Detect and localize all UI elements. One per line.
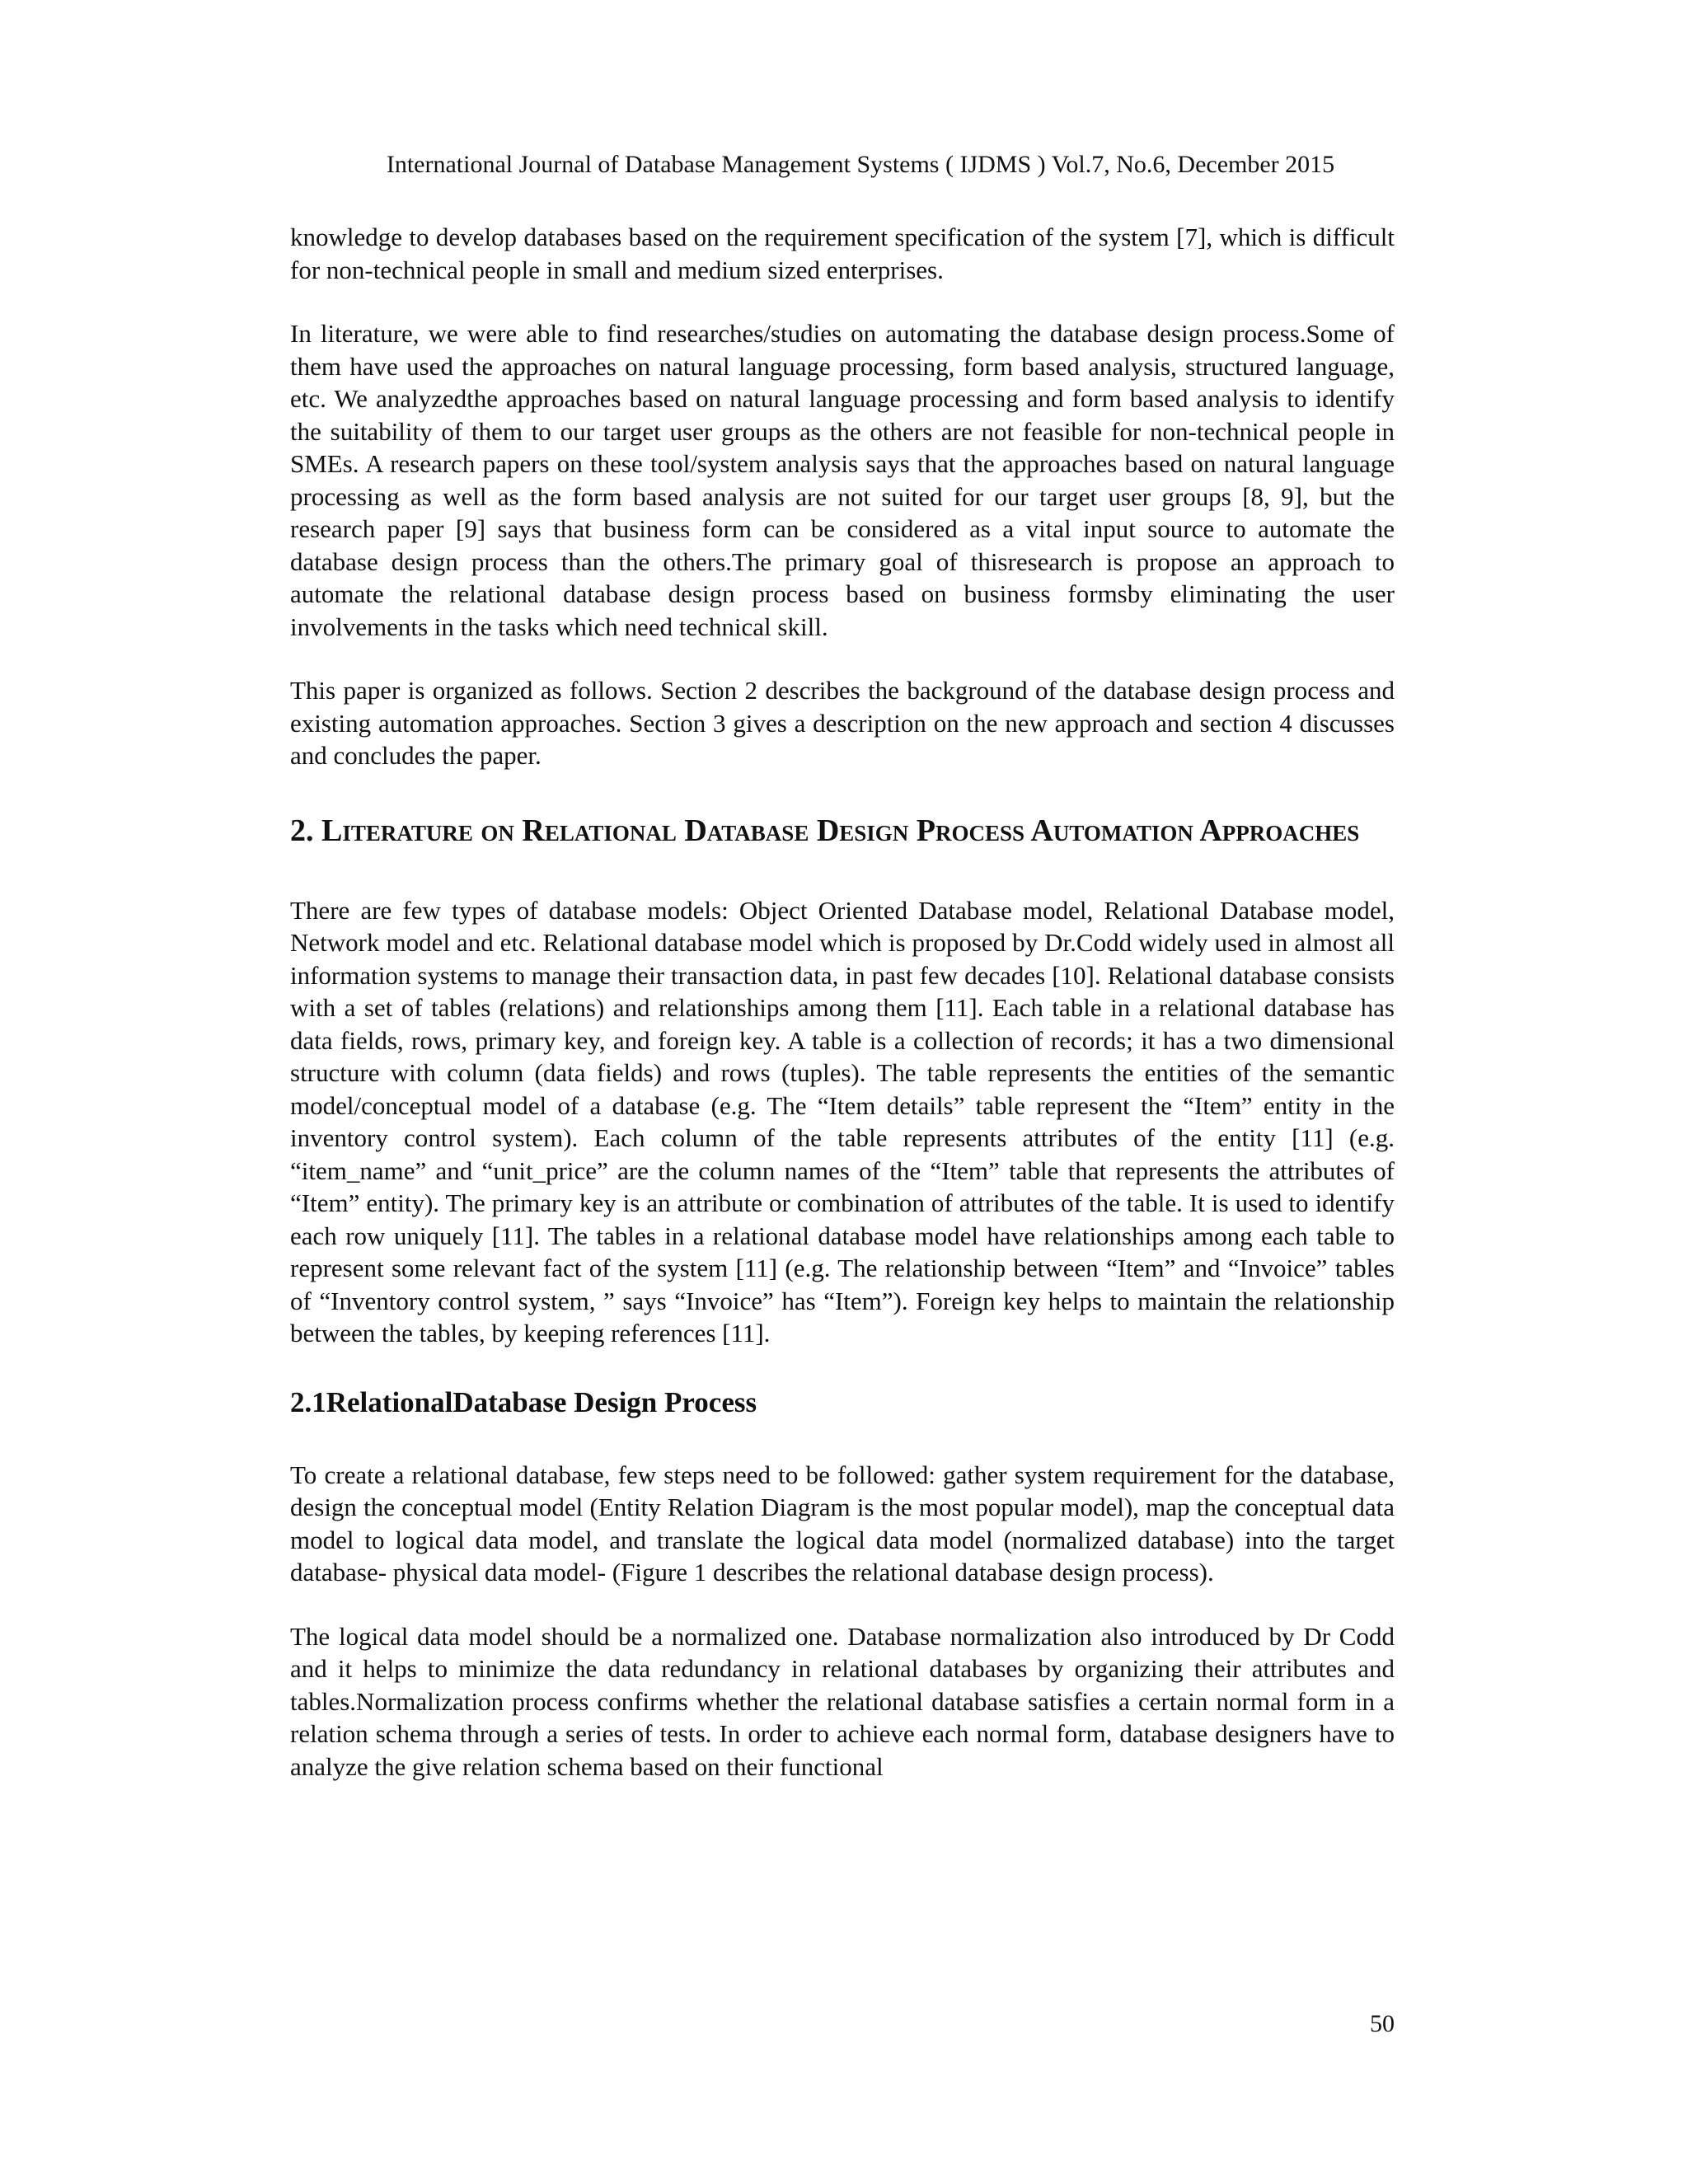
paragraph-design-steps: To create a relational database, few steps need to be followed: gather system requirement for the database, design the conceptual model (Entity Relation Diagram is the most popular model), map the conceptual data model to logical data model, and translate the logical data model (normalized database) into the target database- physical data model- (Figure 1 describes the relational database design process). [290, 1460, 1395, 1586]
page-number: 50 [1370, 2010, 1395, 2037]
section-2-title: Literature on Relational Database Design Process Automation Approaches [321, 813, 1360, 848]
section-2-heading [290, 810, 1395, 851]
paragraph-continued: knowledge to develop databases based on the requirement specification of the system [7], which is difficult for non-technical people in small and medium sized enterprises. [290, 223, 1395, 284]
page-body [290, 221, 1395, 1783]
running-header: International Journal of Database Management Systems ( IJDMS ) Vol.7, No.6, December 2015 [386, 151, 1335, 178]
paragraph-normalization: The logical data model should be a normalized one. Database normalization also introduced by Dr Codd and it helps to minimize the data redundancy in relational databases by organizing their attributes and tables.Normalization process confirms whether the relational database satisfies a certain normal form in a relation schema through a series of tests. In order to achieve each normal form, database designers have to analyze the give relation schema based on their functional [290, 1621, 1395, 1781]
paragraph-literature: In literature, we were able to find researches/studies on automating the database design process.Some of them have used the approaches on natural language processing, form based analysis, structured language, etc. We analyzedthe approaches based on natural language processing and form based analysis to identify the suitability of them to our target user groups as the others are not feasible for non-technical people in SMEs. A research papers on these tool/system analysis says that the approaches based on natural language processing as well as the form based analysis are not suited for our target user groups [8, 9], but the research paper [9] says that business form can be considered as a vital input source to automate the database design process than the others.The primary goal of thisresearch is propose an approach to automate the relational database design process based on business formsby eliminating the user involvements in the tasks which need technical skill. [290, 319, 1395, 641]
section-2-number: 2. [290, 813, 314, 848]
paragraph-organization: This paper is organized as follows. Section 2 describes the background of the database design process and existing automation approaches. Section 3 gives a description on the new approach and section 4 discusses and concludes the paper. [290, 676, 1395, 770]
subsection-2-1-heading: 2.1RelationalDatabase Design Process [290, 1385, 757, 1418]
paragraph-database-models: There are few types of database models: Object Oriented Database model, Relational Database model, Network model and etc. Relational database model which is proposed by Dr.Codd widely used in almost all information systems to manage their transaction data, in past few decades [10]. Relational database consists with a set of tables (relations) and relationships among them [11]. Each table in a relational database has data fields, rows, primary key, and foreign key. A table is a collection of records; it has a two dimensional structure with column (data fields) and rows (tuples). The table represents the entities of the semantic model/conceptual model of a database (e.g. The “Item details” table represent the “Item” entity in the inventory control system). Each column of the table represents attributes of the entity [11] (e.g. “item_name” and “unit_price” are the column names of the “Item” table that represents the attributes of “Item” entity). The primary key is an attribute or combination of attributes of the table. It is used to identify each row uniquely [11]. The tables in a relational database model have relationships among each table to represent some relevant fact of the system [11] (e.g. The relationship between “Item” and “Invoice” tables of “Inventory control system, ” says “Invoice” has “Item”). Foreign key helps to maintain the relationship between the tables, by keeping references [11]. [290, 895, 1395, 1347]
